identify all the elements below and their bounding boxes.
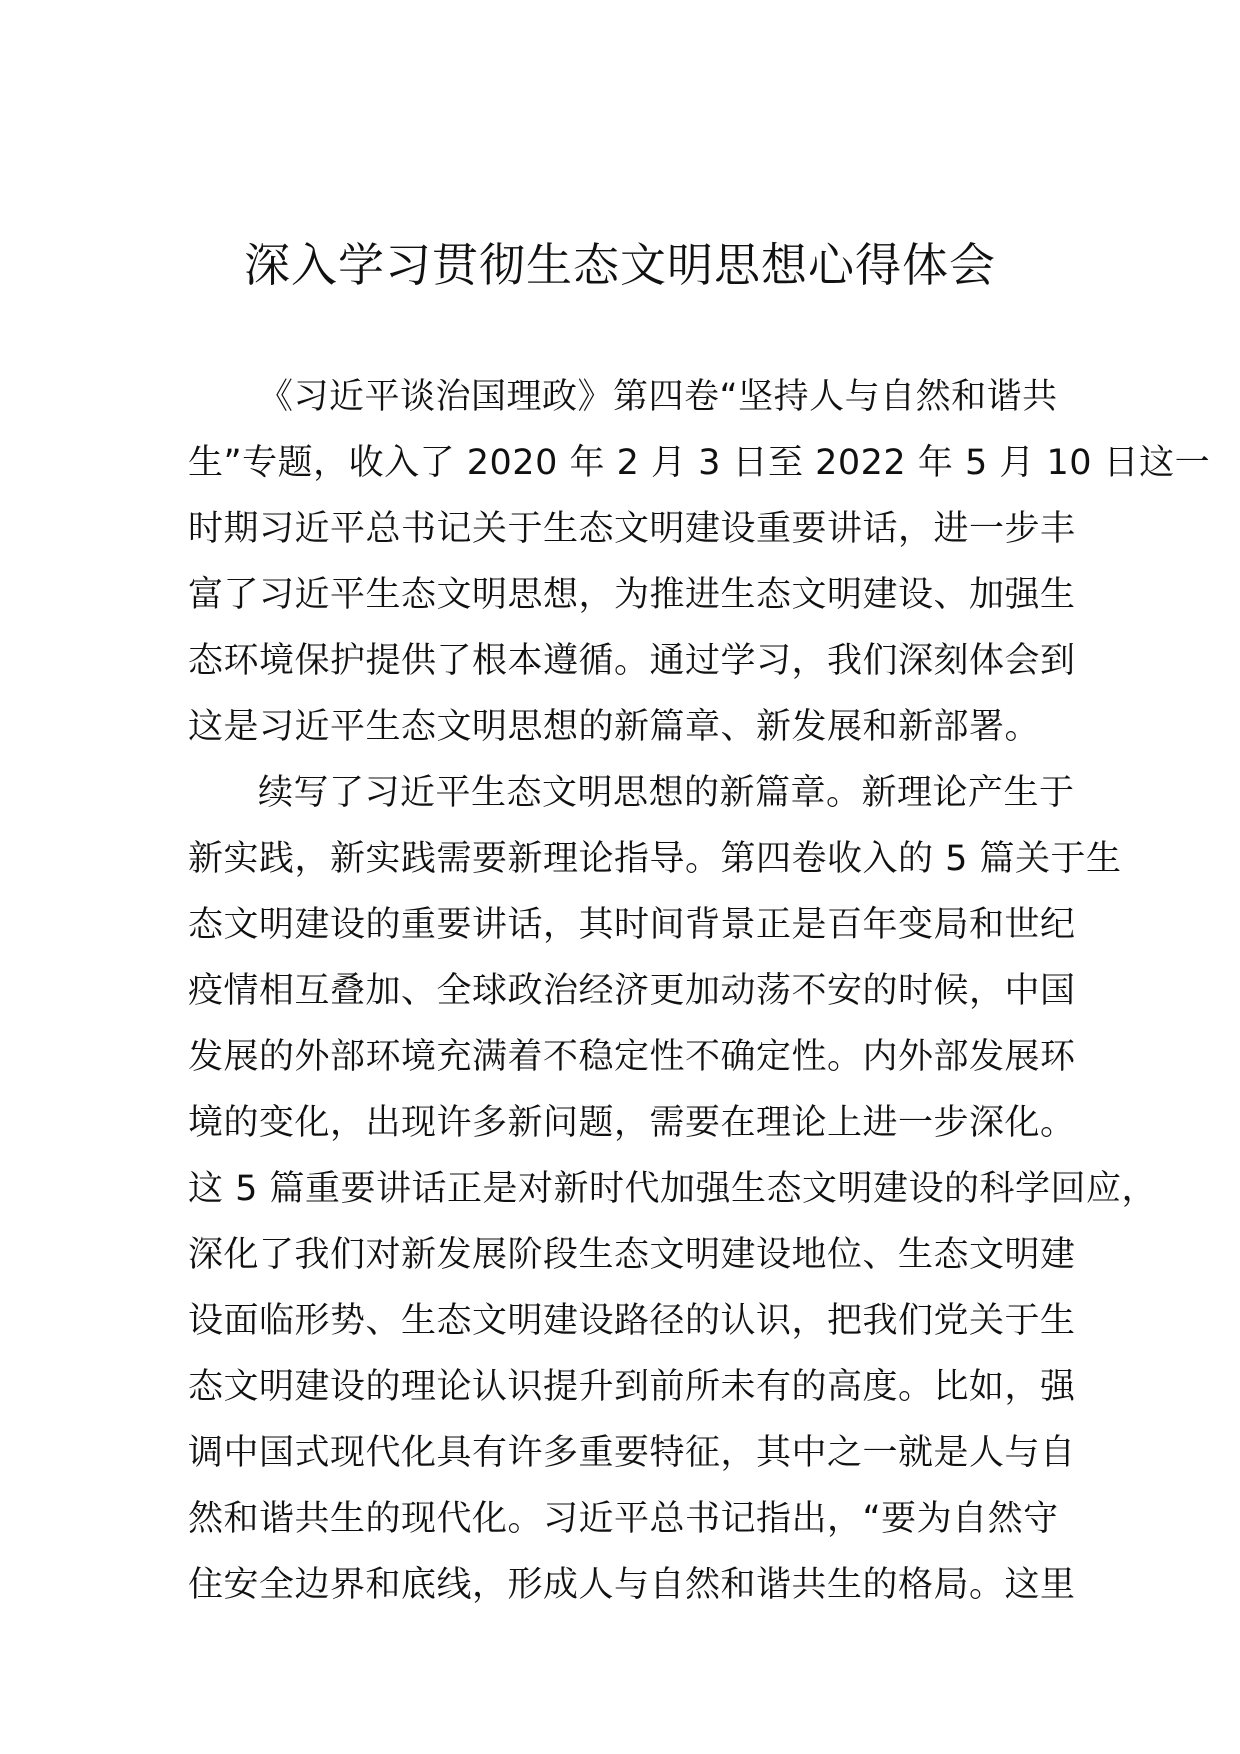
- text-line: 生”专题，收入了 2020 年 2 月 3 日至 2022 年 5 月 10 日这一: [188, 443, 1211, 483]
- text-line: 设面临形势、生态文明建设路径的认识，把我们党关于生: [188, 1301, 1076, 1341]
- text-line: 续写了习近平生态文明思想的新篇章。新理论产生于: [258, 773, 1075, 813]
- text-line: 时期习近平总书记关于生态文明建设重要讲话，进一步丰: [188, 509, 1076, 549]
- text-line: 然和谐共生的现代化。习近平总书记指出，“要为自然守: [188, 1499, 1059, 1539]
- text-line: 疫情相互叠加、全球政治经济更加动荡不安的时候，中国: [188, 971, 1076, 1011]
- text-line: 深化了我们对新发展阶段生态文明建设地位、生态文明建: [188, 1235, 1076, 1275]
- document-title: 深入学习贯彻生态文明思想心得体会: [244, 238, 996, 292]
- text-line: 这是习近平生态文明思想的新篇章、新发展和新部署。: [188, 707, 1041, 747]
- document-body: [188, 364, 1211, 1618]
- text-line: 住安全边界和底线，形成人与自然和谐共生的格局。这里: [188, 1565, 1076, 1605]
- text-line: 境的变化，出现许多新问题，需要在理论上进一步深化。: [188, 1103, 1076, 1143]
- text-line: 富了习近平生态文明思想，为推进生态文明建设、加强生: [188, 575, 1076, 615]
- text-line: 态文明建设的重要讲话，其时间背景正是百年变局和世纪: [188, 905, 1076, 945]
- text-line: 发展的外部环境充满着不稳定性不确定性。内外部发展环: [188, 1037, 1076, 1077]
- text-line: 新实践，新实践需要新理论指导。第四卷收入的 5 篇关于生: [188, 839, 1122, 879]
- text-line: 这 5 篇重要讲话正是对新时代加强生态文明建设的科学回应，: [188, 1169, 1158, 1209]
- text-line: 态环境保护提供了根本遵循。通过学习，我们深刻体会到: [188, 641, 1076, 681]
- text-line: 调中国式现代化具有许多重要特征，其中之一就是人与自: [188, 1433, 1076, 1473]
- text-line: 《习近平谈治国理政》第四卷“坚持人与自然和谐共: [258, 377, 1058, 417]
- text-line: 态文明建设的理论认识提升到前所未有的高度。比如，强: [188, 1367, 1076, 1407]
